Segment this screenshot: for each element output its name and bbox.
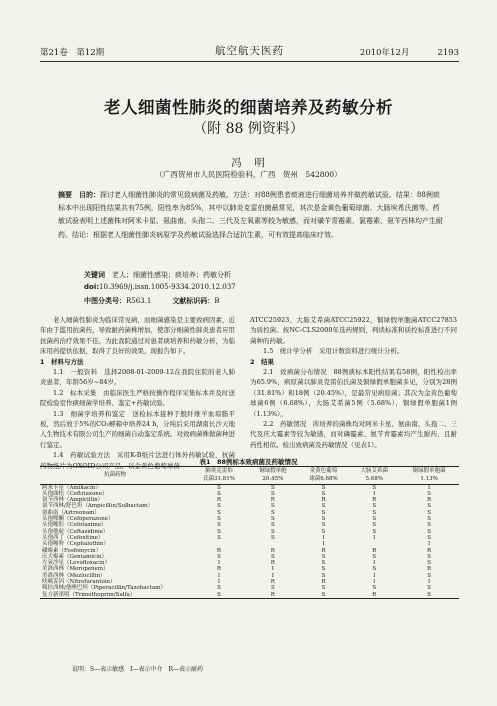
paragraph-general-data: 1.1 一般资料 选择2008-01-2009-12在我院住院的老人肺炎患者，年龄56岁~84岁。 xyxy=(40,368,235,387)
susceptibility-cell: S xyxy=(270,553,275,560)
susceptibility-cell: R xyxy=(248,592,298,599)
susceptibility-cell: S xyxy=(270,509,275,516)
keywords: 老人；细菌性感染；痰培养；药敏分析 xyxy=(112,271,231,279)
doc-label: 文献标识码： xyxy=(172,297,215,305)
susceptibility-cell: S xyxy=(427,490,431,497)
header-col-1-rate: 氏菌31.81% xyxy=(190,475,248,484)
susceptibility-cell: I xyxy=(271,572,274,579)
article-subtitle: （附 88 例资料） xyxy=(193,121,304,137)
header-col-1: 肺炎克雷伯 xyxy=(190,467,248,476)
susceptibility-cell: S xyxy=(372,509,377,516)
susceptibility-cell: S xyxy=(270,516,275,523)
susceptibility-cell: S xyxy=(427,516,431,523)
susceptibility-cell: S xyxy=(270,534,275,541)
susceptibility-cell: R xyxy=(216,566,222,573)
paragraph-statistics: 1.5 统计学分析 采用计数资料进行统计分析。 xyxy=(263,347,404,356)
drug-name: 头孢西丁（Cefoxitine） xyxy=(42,534,104,541)
table-header-row xyxy=(40,467,459,476)
susceptibility-cell: S xyxy=(321,509,326,516)
drug-name: 氨曲南（Aztreonam） xyxy=(42,509,100,516)
susceptibility-cell: S xyxy=(321,553,326,560)
susceptibility-cell: I xyxy=(373,579,376,586)
susceptibility-cell: S xyxy=(217,528,221,535)
header-col-5-rate: 1.13% xyxy=(399,475,459,484)
section-heading-results: 2 结果 xyxy=(250,357,275,366)
susceptibility-cell: R xyxy=(270,547,275,554)
susceptibility-cell: S xyxy=(217,534,221,541)
susceptibility-cell: S xyxy=(427,572,431,579)
susceptibility-cell: R xyxy=(216,547,222,554)
susceptibility-cell: R xyxy=(270,560,275,567)
susceptibility-cell: S xyxy=(372,516,377,523)
susceptibility-cell: I xyxy=(271,566,274,573)
susceptibility-cell: S xyxy=(321,572,326,579)
header-col-2-rate: 20.45% xyxy=(248,475,298,484)
susceptibility-cell: S xyxy=(217,509,221,516)
susceptibility-cell: R xyxy=(321,497,326,504)
susceptibility-cell: I xyxy=(217,572,221,579)
susceptibility-cell: R xyxy=(270,579,275,586)
susceptibility-cell: S xyxy=(190,592,248,599)
left-column xyxy=(40,315,235,471)
doi-line xyxy=(84,283,236,291)
article-title: 老人细菌性肺炎的细菌培养及药敏分析 xyxy=(104,98,393,117)
intro-paragraph: 老人细菌性肺炎为临床常见病，而细菌感染是主要致病因素，近年由于滥用抗菌药，导致耐药菌株增加，使部分细菌性肺炎患者应用抗菌药治疗效果不佳。为此我院通过对患者痰培养和药敏分析，为临床用药提供依据，取得了良好的效果，现报告如下。 xyxy=(40,316,235,356)
drug-name: 氨苄西林/舒巴坦（Ampicillin/Sulbactam） xyxy=(42,503,153,510)
susceptibility-cell: R xyxy=(427,547,432,554)
header-col-2: 铜绿假单胞 xyxy=(248,467,298,476)
susceptibility-cell: S xyxy=(217,553,221,560)
susceptibility-cell: S xyxy=(427,560,431,567)
header-col-3: 金黄色葡萄 xyxy=(298,467,350,476)
susceptibility-cell: S xyxy=(298,592,350,599)
header-drug: 抗菌药物 xyxy=(40,467,190,485)
susceptibility-cell: R xyxy=(216,497,222,504)
susceptibility-cell: S xyxy=(399,592,459,599)
abstract-text: 探讨老人细菌性肺炎的常见致病菌及药敏。方法：对88例患者痰液进行细菌培养并做药敏试验。结果：88例痰标本中出现阳性结果共有75例，阳性率为85%，其中以肺炎克雷伯菌最常见，其次是金黄色葡萄球菌、大肠埃希氏菌等。药敏试验表明上述菌株对阿米卡星、氨曲南、头孢二、三代及左氧素等较为敏感，而对磺苄青霉素、氯霉素、氨苄西林均产生耐药。结论：根据老人细菌性肺炎病原学及药敏试验选择合适抗生素，可有效提高临床疗效。 xyxy=(58,191,443,239)
author: 冯 明 xyxy=(231,157,266,169)
susceptibility-cell: S xyxy=(217,484,221,491)
clc-code: R563.1 xyxy=(126,297,152,305)
susceptibility-cell: I xyxy=(427,484,431,491)
susceptibility-cell: S xyxy=(427,509,431,516)
susceptibility-cell: I xyxy=(217,560,221,567)
susceptibility-cell: S xyxy=(427,522,431,529)
drug-name: 头孢噻吩（Cephalothin） xyxy=(42,541,109,548)
susceptibility-cell: I xyxy=(373,560,376,567)
page-number: 2193 xyxy=(437,48,459,58)
drug-name: 哌拉西林/他唑巴坦（Piperacillin/Tazobactam） xyxy=(42,585,166,592)
drug-name: 复方新诺明（Trimethoprim/Sulfa） xyxy=(40,592,190,599)
drug-name: 头孢他啶（Ceftazidime） xyxy=(42,528,109,535)
susceptibility-cell: I xyxy=(322,534,325,541)
header-col-4: 大肠艾希菌 xyxy=(349,467,399,476)
susceptibility-cell: S xyxy=(270,484,275,491)
susceptibility-cell: S xyxy=(372,553,377,560)
susceptibility-cell: R xyxy=(321,547,326,554)
susceptibility-cell: S xyxy=(321,528,326,535)
susceptibility-cell: R xyxy=(427,566,432,573)
susceptibility-cell: S xyxy=(321,490,326,497)
susceptibility-cell: S xyxy=(372,585,377,592)
susceptibility-cell: S xyxy=(217,503,221,510)
section-heading-methods: 1 材料与方法 xyxy=(40,357,84,366)
susceptibility-cell: R xyxy=(321,579,326,586)
paragraph-distribution: 2.1 致病菌分布情况 88例痰标本阳性结果有58例，阳性检出率为65.9%，病原菌以肺炎克雷伯氏菌及铜绿假单胞菌多见，分别为28例（31.81%）和18例（20.45%），是最常见病原菌；其次为金黄色葡萄球菌6例（6.68%），大肠艾希菌5例（5.68%），铜绿假单胞菌1例（1.13%）。 xyxy=(250,368,457,418)
clc-label: 中图分类号： xyxy=(84,297,126,305)
susceptibility-cell: S xyxy=(217,516,221,523)
drug-name: 氨苄西林（Ampicillin） xyxy=(42,497,104,504)
drug-name: 呋喃妥因（Nitrofurantoin） xyxy=(42,579,116,586)
table-row xyxy=(40,484,459,491)
susceptibility-cell: I xyxy=(373,490,376,497)
table-note: 说明：S—表示敏感 I—表示中介 R—表示耐药 xyxy=(72,666,203,673)
susceptibility-cell: S xyxy=(270,490,275,497)
susceptibility-cell: R xyxy=(349,592,399,599)
susceptibility-cell: I xyxy=(217,579,221,586)
date-page xyxy=(360,46,459,58)
susceptibility-cell: S xyxy=(321,516,326,523)
susceptibility-cell: I xyxy=(427,541,431,548)
susceptibility-cell: S xyxy=(372,503,377,510)
drug-name: 头孢噻肟（Cefotaxime） xyxy=(42,522,107,529)
journal-name: 航空航天医药 xyxy=(215,45,284,57)
susceptibility-table xyxy=(40,466,459,599)
drug-name: 左氧沙星（Levofloxacin） xyxy=(42,560,111,567)
susceptibility-cell: I xyxy=(373,534,376,541)
susceptibility-cell: S xyxy=(372,528,377,535)
susceptibility-cell: S xyxy=(270,585,275,592)
running-header xyxy=(40,42,459,60)
issue-date: 2010年12月 xyxy=(359,48,410,58)
paragraph-specimen: 1.2 标本采集 由临床医生严格按操作程序采集标本并及时送院检验室作痰细菌学培养、鉴定+药敏试验。 xyxy=(40,388,235,408)
susceptibility-cell: S xyxy=(321,566,326,573)
doc-code: B xyxy=(214,297,220,305)
susceptibility-cell: S xyxy=(217,490,221,497)
affiliation: （广西贺州市人民医院检验科，广西 贺州 542800） xyxy=(155,170,342,179)
doi: 10.3969/j.issn.1005-9334.2010.12.037 xyxy=(99,283,236,291)
susceptibility-cell: R xyxy=(270,497,275,504)
right-column xyxy=(250,315,457,450)
susceptibility-cell: S xyxy=(270,503,275,510)
table-row xyxy=(40,592,459,599)
susceptibility-cell: S xyxy=(270,528,275,535)
susceptibility-cell: S xyxy=(427,585,431,592)
drug-name: 磷霉素（Fosfomycin） xyxy=(42,547,102,554)
susceptibility-cell: S xyxy=(372,566,377,573)
susceptibility-cell: S xyxy=(427,528,431,535)
doi-label: doi: xyxy=(84,283,100,291)
drug-name: 美洛西林（Mezlocillin） xyxy=(42,572,106,579)
drug-name: 美洛西林（Meropenem） xyxy=(42,566,109,573)
drug-name: 头孢曲松（Ceftriaxone） xyxy=(42,490,108,497)
susceptibility-cell: S xyxy=(321,503,326,510)
header-col-5: 铜绿假单胞菌 xyxy=(399,467,459,476)
volume-issue: 第21卷 第12期 xyxy=(40,48,105,58)
table-body xyxy=(40,484,459,598)
header-col-4-rate: 5.68% xyxy=(349,475,399,484)
susceptibility-cell: R xyxy=(372,547,377,554)
paragraph-drug-sensitivity: 2.2 药敏情况 所培养的菌株均对阿米卡星、氨曲南、头孢二、三代及庆大霉素等较为敏感，而对磷霉素、氨苄青霉素均产生耐药，且耐药性相似。检出致病菌及药敏情况（见表1）。 xyxy=(250,420,457,449)
drug-name: 庆大霉素（Gentamicin） xyxy=(42,553,108,560)
paragraph-susceptibility: 1.4 药敏试验方法 采用K-B纸片法进行体外药敏试验，抗菌药物纸片为OXOID公司产品。以金黄色葡萄球菌 xyxy=(40,451,235,470)
susceptibility-cell: S xyxy=(217,585,221,592)
abstract xyxy=(58,189,444,242)
susceptibility-cell: S xyxy=(427,503,431,510)
header-rule xyxy=(40,61,459,62)
susceptibility-cell: I xyxy=(373,572,376,579)
susceptibility-cell: R xyxy=(427,497,432,504)
susceptibility-cell: S xyxy=(321,585,326,592)
drug-name: 阿米卡星（Amikacin） xyxy=(42,484,101,491)
susceptibility-cell: S xyxy=(217,522,221,529)
paragraph-qc-strains: ATCC25923、大肠艾希菌ATCC25922，铜绿假单胞菌ATCC27853为质控菌。按NC-CLS2000年选药规则，判读标准和质控标准进行不同菌种的药敏。 xyxy=(250,316,457,345)
susceptibility-cell: S xyxy=(427,553,431,560)
susceptibility-cell: I xyxy=(427,579,431,586)
abstract-label: 摘要 目的： xyxy=(58,191,100,199)
classification-line xyxy=(84,296,219,306)
susceptibility-cell: R xyxy=(372,497,377,504)
susceptibility-cell: S xyxy=(372,484,377,491)
susceptibility-cell: S xyxy=(321,484,326,491)
keywords-label: 关键词 xyxy=(84,271,105,279)
susceptibility-cell: S xyxy=(321,522,326,529)
header-col-3-rate: 球菌6.68% xyxy=(298,475,350,484)
susceptibility-cell: I xyxy=(322,541,325,548)
table-caption: 表1 88例标本致病菌及药敏情况 xyxy=(199,458,298,466)
susceptibility-cell: S xyxy=(427,534,431,541)
susceptibility-cell: S xyxy=(372,522,377,529)
paragraph-culture: 1.3 细菌学培养和鉴定 送检标本接种于脱纤维羊血琼脂平板，然后放于5%的CO₂孵箱中培养24 h，分纯后采用湖南长沙天地人生物技术有限公司生产的细菌自动鉴定系统。对致病菌株做菌种进行鉴定。 xyxy=(40,409,235,449)
susceptibility-cell: S xyxy=(270,522,275,529)
keywords-line xyxy=(84,270,231,280)
susceptibility-cell: S xyxy=(321,560,326,567)
drug-name: 头孢哌酮（Cefoperazone） xyxy=(42,516,114,523)
